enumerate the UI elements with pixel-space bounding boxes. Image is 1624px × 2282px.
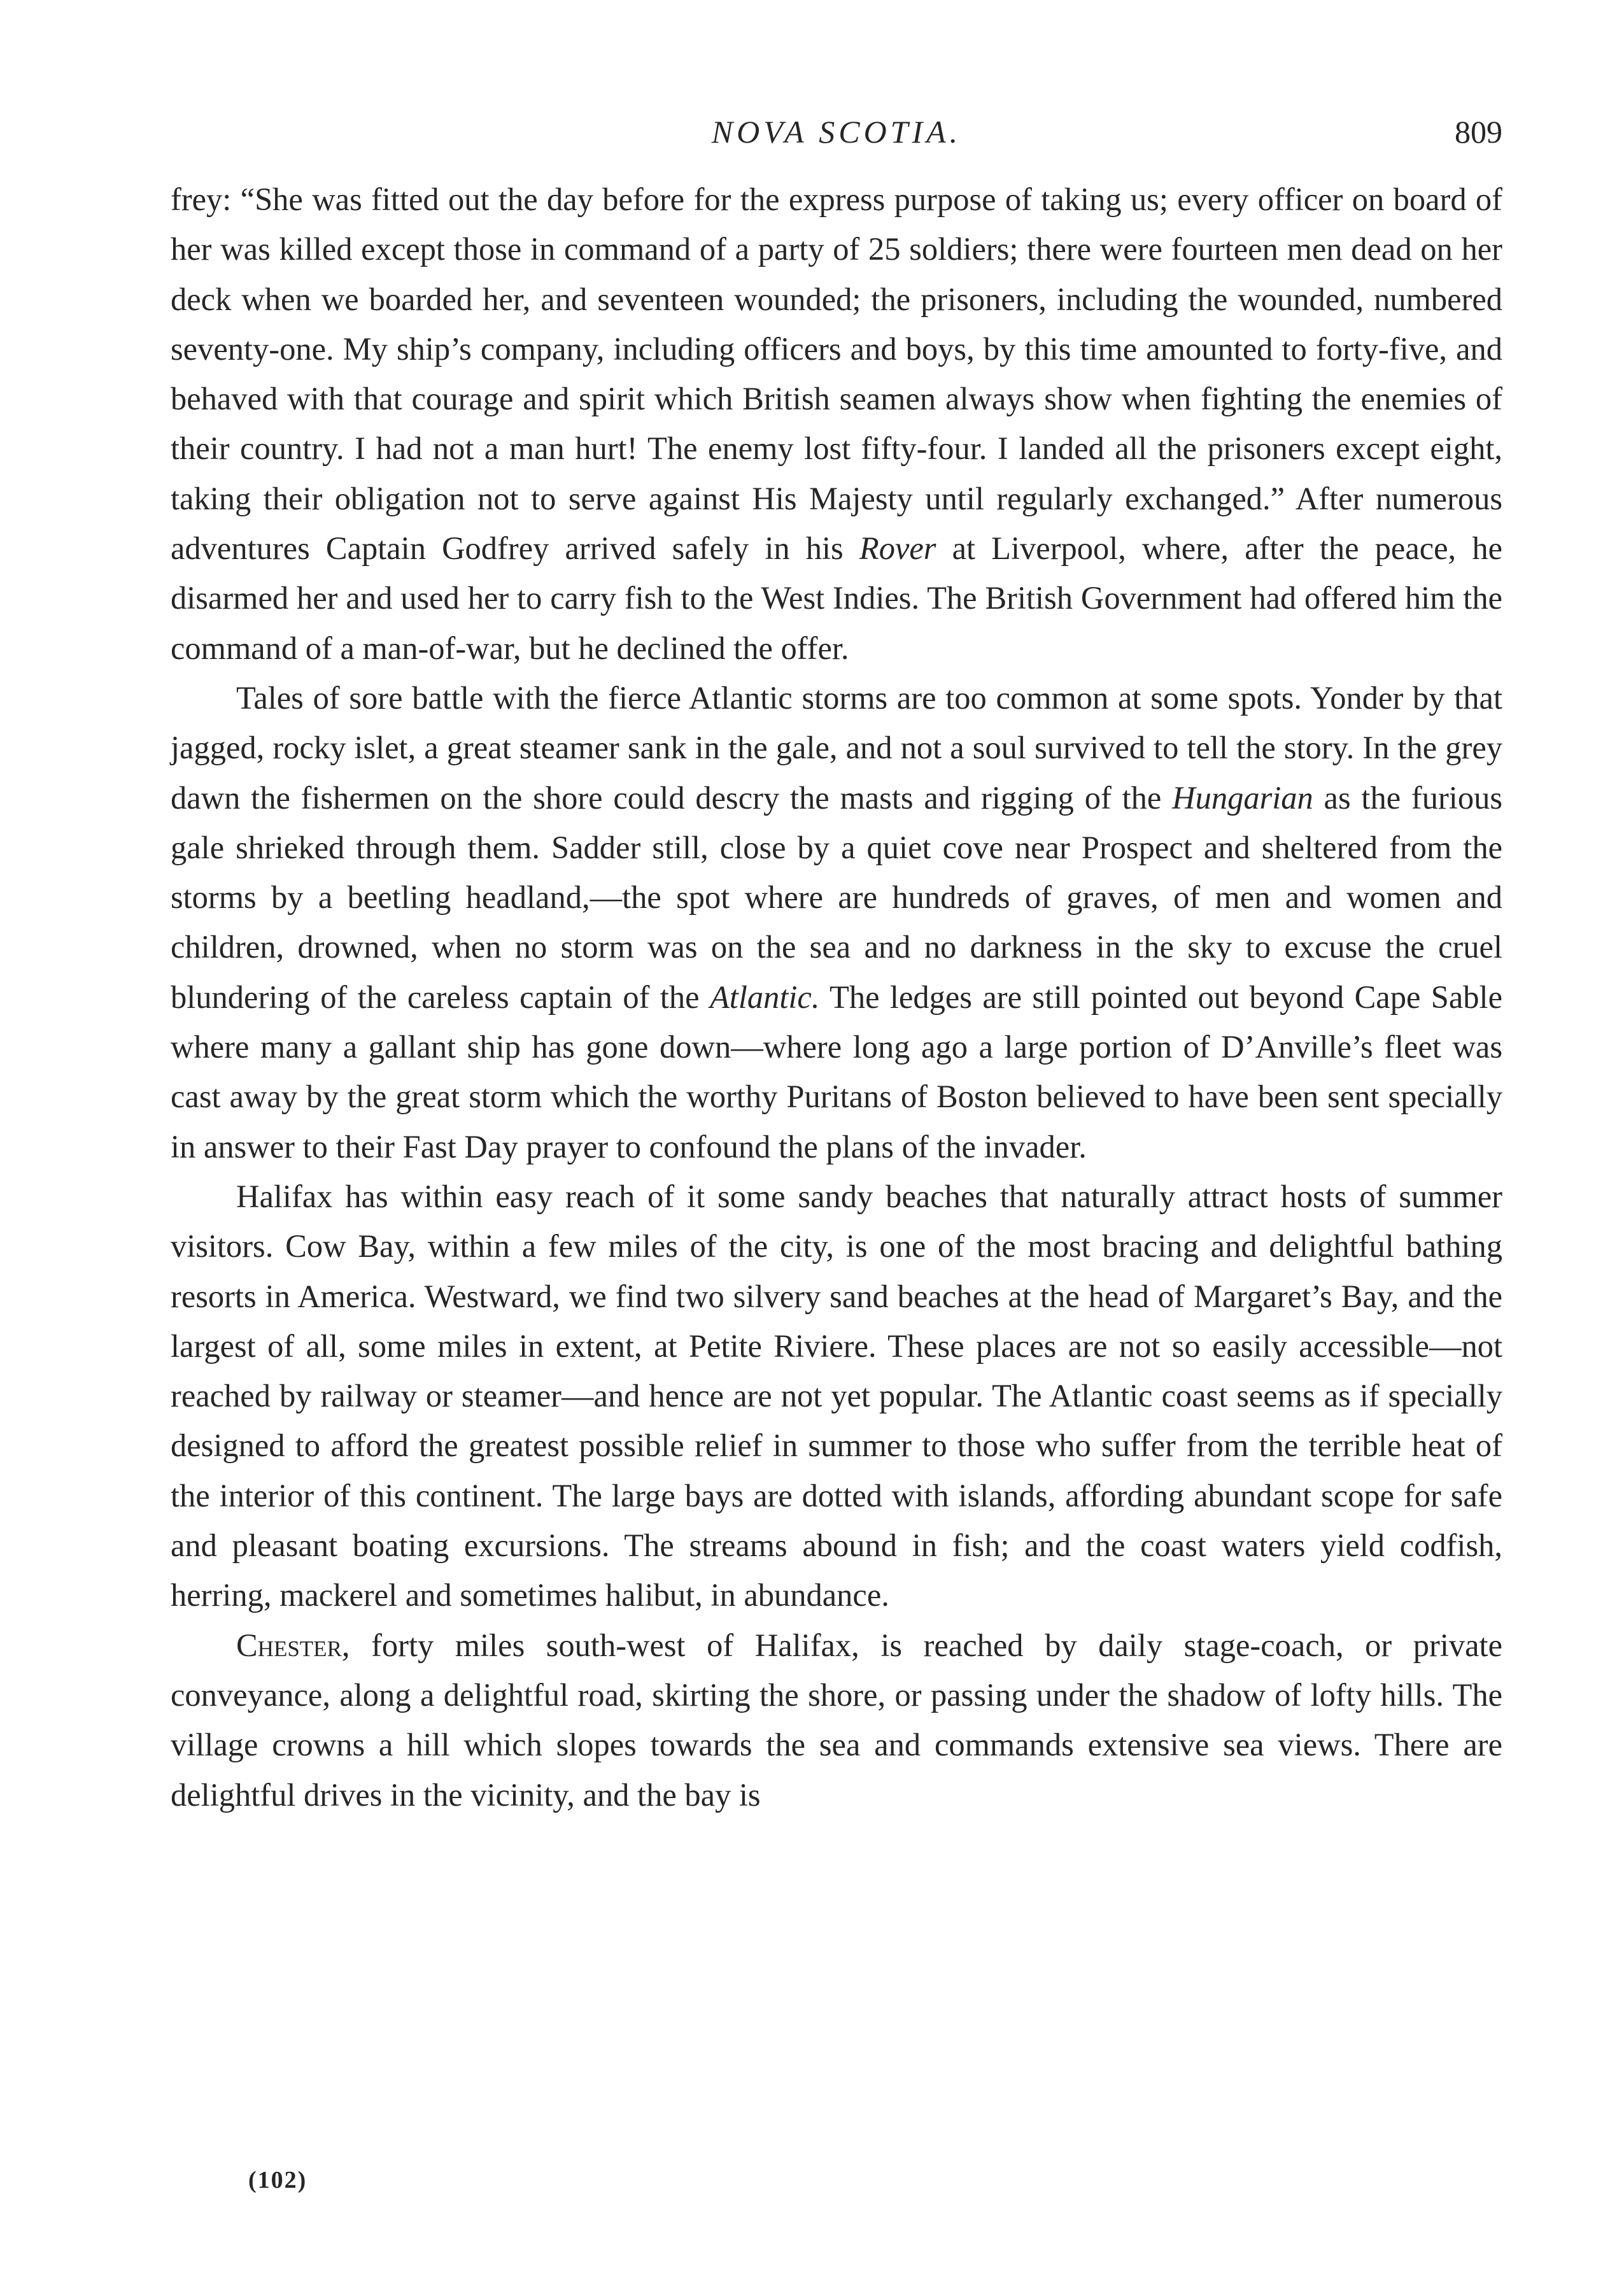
- paragraph-text: Tales of sore battle with the fierce Atlantic storms are too common at some spots. Yonder by that jagged, rocky islet, a great steamer sank in the gale, and not a soul survived to tell the story. In the grey dawn the fishermen on the shore could descry the masts and rigging of the: [171, 679, 1502, 816]
- paragraph-text: frey: “She was fitted out the day before for the express purpose of taking us; every officer on board of her was killed except those in command of a party of 25 soldiers; there were fourteen men dead on her deck when we boarded her, and seventeen wounded; the prisoners, including the wounded, numbered seventy-one. My ship’s company, including officers and boys, by this time amounted to forty-five, and behaved with that courage and spirit which British seamen always show when fighting the enemies of their country. I had not a man hurt! The enemy lost fifty-four. I landed all the prisoners except eight, taking their obligation not to serve against His Majesty until regularly exchanged.” After numerous adventures Captain Godfrey arrived safely in his: [171, 181, 1502, 567]
- paragraph-text: The ledges are still pointed out beyond Cape Sable where many a gallant ship has gone down—where long ago a large portion of D’Anville’s fleet was cast away by the great storm which the worthy Puritans of Boston believed to have been sent specially in answer to their Fast Day prayer to confound the plans of the invader.: [171, 979, 1502, 1165]
- running-title: NOVA SCOTIA.: [711, 114, 962, 150]
- paragraph-text: Halifax has within easy reach of it some sandy beaches that naturally attract hosts of summer visitors. Cow Bay, within a few miles of the city, is one of the most bracing and delightful bathing resorts in America. Westward, we find two silvery sand beaches at the head of Margaret’s Bay, and the largest of all, some miles in extent, at Petite Riviere. These places are not so easily accessible—not reached by railway or steamer—and hence are not yet popular. The Atlantic coast seems as if specially designed to afford the greatest possible relief in summer to those who suffer from the terrible heat of the interior of this continent. The large bays are dotted with islands, affording abundant scope for safe and pleasant boating excursions. The streams abound in fish; and the coast waters yield codfish, herring, mackerel and sometimes halibut, in abundance.: [171, 1178, 1502, 1613]
- paragraph-storms: [171, 673, 1502, 1172]
- page-number: 809: [1455, 114, 1502, 150]
- running-head: [171, 96, 1502, 159]
- body-text: [171, 174, 1502, 1820]
- paragraph-beaches: [171, 1172, 1502, 1620]
- paragraph-text: at Liverpool, where, after the peace, he disarmed her and used her to carry fish to the West Indies. The British Government had offered him the command of a man-of-war, but he declined the offer.: [171, 530, 1502, 666]
- ship-name-rover: Rover: [859, 530, 936, 567]
- ship-name-atlantic: Atlantic.: [709, 979, 820, 1015]
- paragraph-text: as the furious gale shrieked through them. Sadder still, close by a quiet cove near Prospect and sheltered from the storms by a beetling headland,—the spot where are hundreds of graves, of men and women and children, drowned, when no storm was on the sea and no darkness in the sky to excuse the cruel blundering of the careless captain of the: [171, 779, 1502, 1015]
- book-page: [171, 96, 1502, 1820]
- paragraph-continuation: [171, 174, 1502, 673]
- signature-mark: (102): [248, 2167, 307, 2193]
- ship-name-hungarian: Hungarian: [1172, 779, 1313, 816]
- place-name-chester: Chester: [236, 1627, 342, 1663]
- paragraph-chester: [171, 1620, 1502, 1820]
- paragraph-text: , forty miles south-west of Halifax, is reached by daily stage-coach, or private conveyance, along a delightful road, skirting the shore, or passing under the shadow of lofty hills. The village crowns a hill which slopes towards the sea and commands extensive sea views. There are delightful drives in the vicinity, and the bay is: [171, 1627, 1502, 1813]
